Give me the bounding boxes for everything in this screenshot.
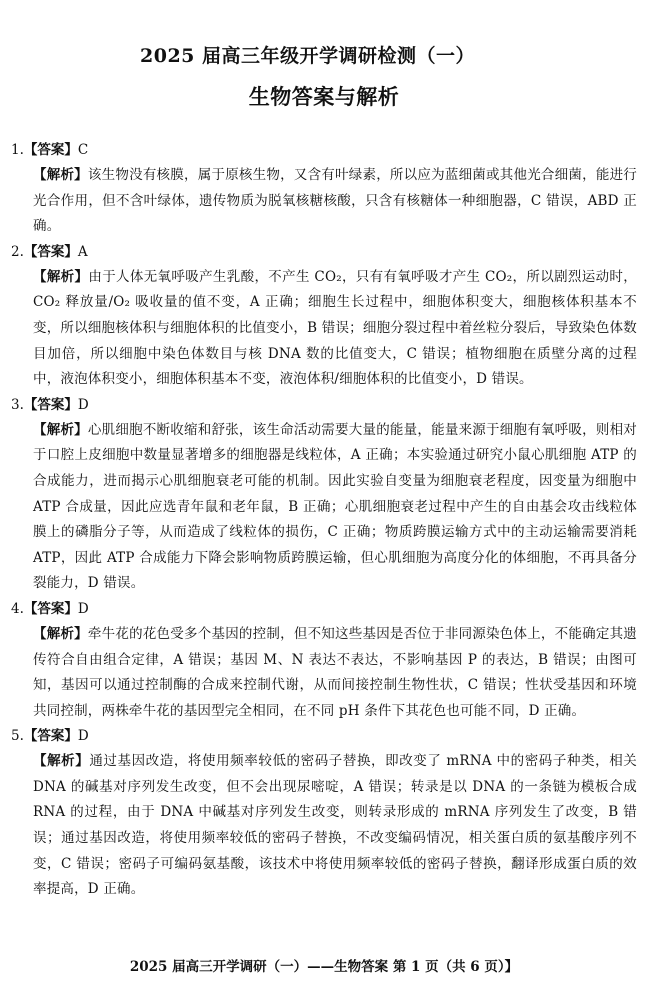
- question-4: [11, 597, 637, 724]
- analysis-label: 【解析】: [33, 421, 88, 438]
- question-5: [11, 724, 637, 903]
- analysis-label: 【解析】: [33, 167, 88, 183]
- answer-line: [11, 393, 637, 418]
- answer-value: D: [77, 396, 89, 413]
- analysis-text: 通过基因改造，将使用频率较低的密码子替换，即改变了 mRNA 中的密码子种类，相关 DNA 的碱基对序列发生改变，但不会出现尿嘧啶，A 错误；转录是以 DNA 的一条链为模板合成 RNA 的过程，由于 DNA 中碱基对序列发生改变，则转录形成的 mRNA 序列发生了改变，B 错误；通过基因改造，将使用频率较低的密码子替换，不改变编码情况，相关蛋白质的氨基酸序列不变，C 错误；密码子可编码氨基酸，该技术中将使用频率较低的密码子替换，翻译形成蛋白质的效率提高，D 正确。: [33, 753, 637, 898]
- analysis-label: 【解析】: [33, 625, 88, 642]
- analysis-text: 心肌细胞不断收缩和舒张，该生命活动需要大量的能量，能量来源于细胞有氧呼吸，则相对于口腔上皮细胞中数量显著增多的细胞器是线粒体，A 正确；本实验通过研究小鼠心肌细胞 ATP 的合成能力，进而揭示心肌细胞衰老可能的机制。因此实验自变量为细胞衰老程度，因变量为细胞中 ATP 合成量，因此应选青年鼠和老年鼠，B 正确；心肌细胞衰老过程中产生的自由基会攻击线粒体膜上的磷脂分子等，从而造成了线粒体的损伤，C 正确；物质跨膜运输方式中的主动运输需要消耗 ATP，因此 ATP 合成能力下降会影响物质跨膜运输，但心肌细胞为高度分化的体细胞，不再具备分裂能力，D 错误。: [33, 421, 637, 592]
- analysis-label: 【解析】: [33, 268, 89, 285]
- analysis-paragraph: [33, 749, 637, 903]
- question-number: 2.: [11, 243, 24, 260]
- answer-value: C: [77, 142, 89, 158]
- analysis-text: 牵牛花的花色受多个基因的控制，但不知这些基因是否位于非同源染色体上，不能确定其遗传符合自由组合定律，A 错误；基因 M、N 表达不表达，不影响基因 P 的表达，B 错误；由图可知，基因可以通过控制酶的合成来控制代谢，从而间接控制生物性状，C 错误；性状受基因和环境共同控制，两株牵牛花的基因型完全相同，在不同 pH 条件下其花色也可能不同，D 正确。: [33, 625, 637, 719]
- page-title: 2025 届高三年级开学调研检测（一）: [140, 45, 475, 67]
- answer-line: [11, 597, 637, 622]
- answer-label: 【答案】: [23, 142, 78, 158]
- question-number: 5.: [11, 728, 24, 745]
- answer-label: 【答案】: [23, 728, 78, 745]
- question-number: 4.: [11, 600, 24, 617]
- answer-label: 【答案】: [23, 396, 78, 413]
- analysis-paragraph: [33, 622, 637, 724]
- analysis-label: 【解析】: [33, 753, 90, 770]
- answer-value: D: [77, 728, 89, 745]
- question-1: [11, 138, 637, 240]
- analysis-paragraph: [33, 265, 637, 393]
- answer-line: [11, 138, 637, 163]
- question-2: [11, 240, 637, 393]
- analysis-paragraph: [33, 163, 637, 240]
- question-number: 1.: [11, 142, 24, 158]
- analysis-text: 由于人体无氧呼吸产生乳酸，不产生 CO₂，只有有氧呼吸才产生 CO₂，所以剧烈运动时，CO₂ 释放量/O₂ 吸收量的值不变，A 正确；细胞生长过程中，细胞体积变大，细胞核体积基本不变，所以细胞核体积与细胞体积的比值变小，B 错误；细胞分裂过程中着丝粒分裂后，导致染色体数目加倍，所以细胞中染色体数目与核 DNA 数的比值变大，C 错误；植物细胞在质壁分离的过程中，液泡体积变小，细胞体积基本不变，液泡体积/细胞体积的比值变小，D 错误。: [33, 268, 637, 388]
- analysis-text: 该生物没有核膜，属于原核生物，又含有叶绿素，所以应为蓝细菌或其他光合细菌，能进行光合作用，但不含叶绿体，遗传物质为脱氧核糖核酸，只含有核糖体一种细胞器，C 错误，ABD 正确。: [33, 167, 637, 235]
- answer-label: 【答案】: [23, 243, 78, 260]
- answer-value: D: [77, 600, 89, 617]
- page-subtitle: 生物答案与解析: [248, 84, 400, 109]
- answer-value: A: [77, 243, 88, 260]
- answer-line: [11, 240, 637, 265]
- answers-list: [11, 138, 637, 903]
- question-3: [11, 393, 637, 597]
- answer-line: [11, 724, 637, 749]
- analysis-paragraph: [33, 418, 637, 597]
- question-number: 3.: [11, 396, 24, 413]
- answer-label: 【答案】: [23, 600, 78, 617]
- page-footer: 2025 届高三开学调研（一）——生物答案 第 1 页（共 6 页）】: [129, 959, 519, 975]
